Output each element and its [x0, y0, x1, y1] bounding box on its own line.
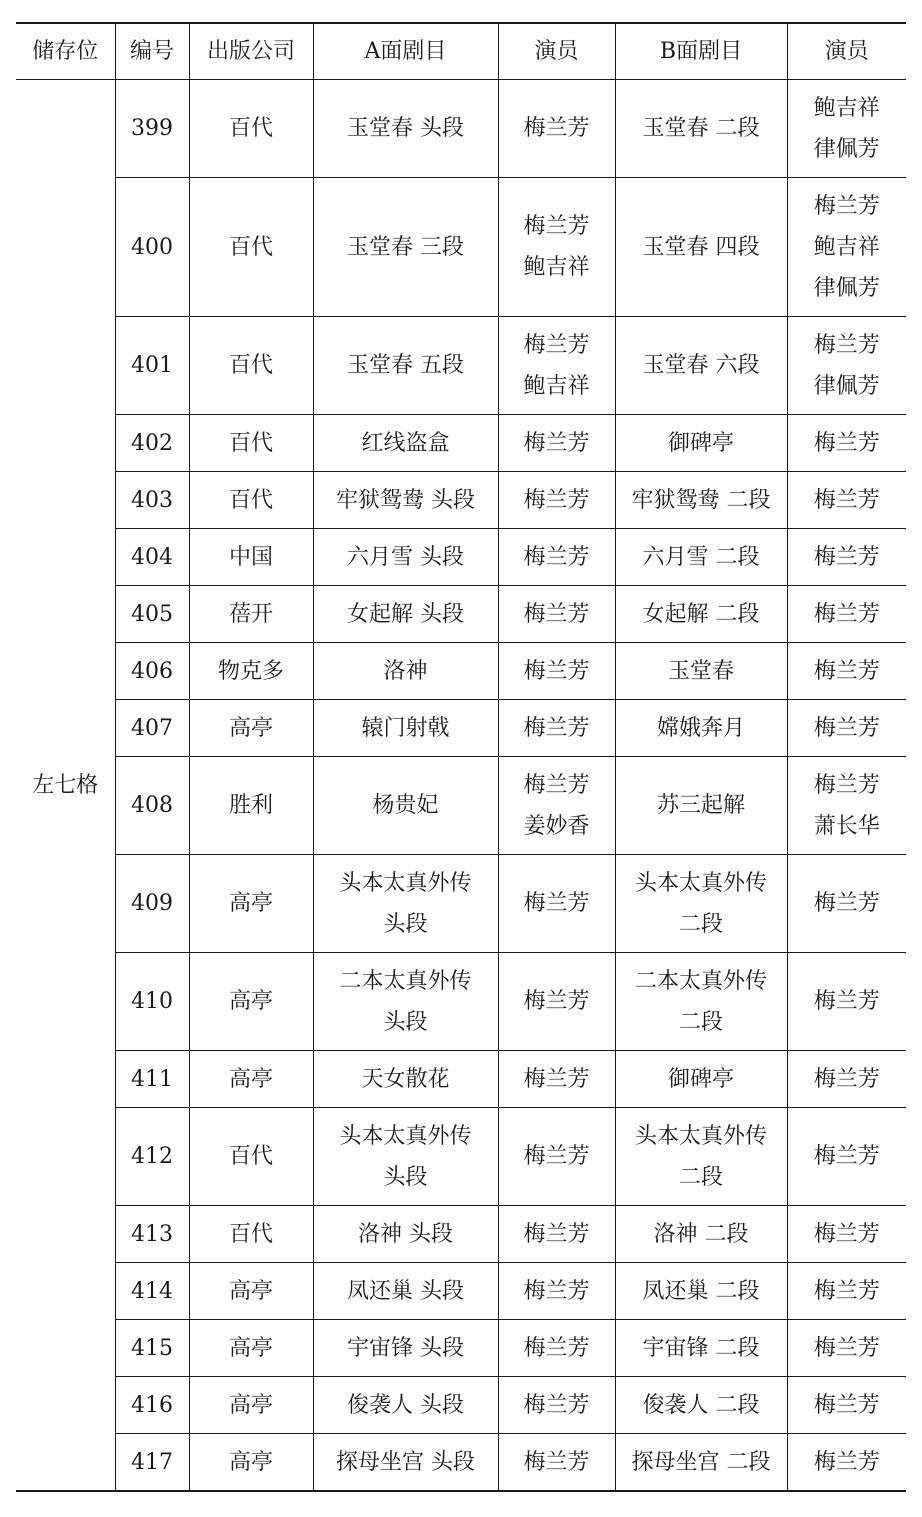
side-b-title-cell: 俊袭人 二段: [615, 1377, 787, 1434]
side-a-actor-cell: 梅兰芳: [498, 1051, 615, 1108]
side-b-title-cell: 六月雪 二段: [615, 529, 787, 586]
company-cell: 胜利: [189, 757, 313, 855]
side-b-actor-cell: 梅兰芳: [787, 1434, 906, 1492]
record-number-cell: 399: [115, 80, 189, 178]
side-a-title-cell: 头本太真外传 头段: [313, 855, 498, 953]
side-b-title-cell: 御碑亭: [615, 415, 787, 472]
company-cell: 高亭: [189, 700, 313, 757]
side-b-actor-cell: 梅兰芳: [787, 1263, 906, 1320]
side-b-title-cell: 女起解 二段: [615, 586, 787, 643]
table-row: [16, 643, 906, 700]
side-b-actor-cell: 鲍吉祥 律佩芳: [787, 80, 906, 178]
side-a-actor-cell: 梅兰芳: [498, 1108, 615, 1206]
table-row: [16, 1206, 906, 1263]
side-b-actor-cell: 梅兰芳: [787, 1377, 906, 1434]
side-a-title-cell: 宇宙锋 头段: [313, 1320, 498, 1377]
side-b-actor-cell: 梅兰芳: [787, 1108, 906, 1206]
side-a-title-cell: 牢狱鸳鸯 头段: [313, 472, 498, 529]
company-cell: 高亭: [189, 953, 313, 1051]
table-row: [16, 953, 906, 1051]
table-row: [16, 1434, 906, 1492]
side-a-title-cell: 玉堂春 五段: [313, 317, 498, 415]
side-a-actor-cell: 梅兰芳: [498, 586, 615, 643]
side-a-title-cell: 二本太真外传 头段: [313, 953, 498, 1051]
record-number-cell: 416: [115, 1377, 189, 1434]
side-b-actor-cell: 梅兰芳: [787, 1051, 906, 1108]
side-b-title-cell: 嫦娥奔月: [615, 700, 787, 757]
company-cell: 百代: [189, 1206, 313, 1263]
side-a-title-cell: 辕门射戟: [313, 700, 498, 757]
side-b-title-cell: 二本太真外传 二段: [615, 953, 787, 1051]
side-a-actor-cell: 梅兰芳: [498, 1434, 615, 1492]
record-number-cell: 408: [115, 757, 189, 855]
side-a-title-cell: 天女散花: [313, 1051, 498, 1108]
storage-location-cell: 左七格: [16, 80, 115, 1492]
table-row: [16, 1108, 906, 1206]
side-b-title-cell: 牢狱鸳鸯 二段: [615, 472, 787, 529]
record-number-cell: 411: [115, 1051, 189, 1108]
record-number-cell: 410: [115, 953, 189, 1051]
side-b-title-cell: 探母坐宫 二段: [615, 1434, 787, 1492]
record-number-cell: 406: [115, 643, 189, 700]
side-b-title-cell: 头本太真外传 二段: [615, 855, 787, 953]
side-b-title-cell: 玉堂春 六段: [615, 317, 787, 415]
table-row: [16, 529, 906, 586]
side-a-actor-cell: 梅兰芳 鲍吉祥: [498, 178, 615, 317]
record-number-cell: 412: [115, 1108, 189, 1206]
side-b-title-cell: 凤还巢 二段: [615, 1263, 787, 1320]
company-cell: 百代: [189, 317, 313, 415]
header-side-a-actor: 演员: [498, 23, 615, 80]
side-a-title-cell: 玉堂春 头段: [313, 80, 498, 178]
record-number-cell: 414: [115, 1263, 189, 1320]
table-row: [16, 757, 906, 855]
side-a-title-cell: 洛神: [313, 643, 498, 700]
table-row: [16, 80, 906, 178]
side-a-actor-cell: 梅兰芳 鲍吉祥: [498, 317, 615, 415]
header-row: [16, 23, 906, 80]
side-a-actor-cell: 梅兰芳: [498, 472, 615, 529]
table-row: [16, 472, 906, 529]
side-a-title-cell: 杨贵妃: [313, 757, 498, 855]
side-a-actor-cell: 梅兰芳: [498, 415, 615, 472]
side-a-title-cell: 头本太真外传 头段: [313, 1108, 498, 1206]
side-b-title-cell: 洛神 二段: [615, 1206, 787, 1263]
side-b-actor-cell: 梅兰芳 萧长华: [787, 757, 906, 855]
side-b-title-cell: 苏三起解: [615, 757, 787, 855]
table-row: [16, 855, 906, 953]
side-b-actor-cell: 梅兰芳: [787, 855, 906, 953]
side-b-title-cell: 宇宙锋 二段: [615, 1320, 787, 1377]
record-number-cell: 401: [115, 317, 189, 415]
side-a-actor-cell: 梅兰芳: [498, 529, 615, 586]
company-cell: 高亭: [189, 855, 313, 953]
table-row: [16, 178, 906, 317]
side-b-actor-cell: 梅兰芳: [787, 415, 906, 472]
table-row: [16, 1377, 906, 1434]
side-a-title-cell: 红线盗盒: [313, 415, 498, 472]
side-a-actor-cell: 梅兰芳: [498, 855, 615, 953]
side-b-actor-cell: 梅兰芳: [787, 1320, 906, 1377]
side-b-actor-cell: 梅兰芳: [787, 586, 906, 643]
company-cell: 百代: [189, 1108, 313, 1206]
side-a-title-cell: 玉堂春 三段: [313, 178, 498, 317]
side-a-title-cell: 女起解 头段: [313, 586, 498, 643]
header-company: 出版公司: [189, 23, 313, 80]
company-cell: 百代: [189, 178, 313, 317]
record-number-cell: 403: [115, 472, 189, 529]
side-b-actor-cell: 梅兰芳: [787, 953, 906, 1051]
header-side-b-actor: 演员: [787, 23, 906, 80]
company-cell: 百代: [189, 80, 313, 178]
company-cell: 高亭: [189, 1320, 313, 1377]
table-row: [16, 415, 906, 472]
side-a-actor-cell: 梅兰芳: [498, 700, 615, 757]
side-b-actor-cell: 梅兰芳 律佩芳: [787, 317, 906, 415]
record-number-cell: 417: [115, 1434, 189, 1492]
side-b-actor-cell: 梅兰芳: [787, 472, 906, 529]
side-a-title-cell: 六月雪 头段: [313, 529, 498, 586]
company-cell: 高亭: [189, 1051, 313, 1108]
record-catalog-table: [16, 22, 906, 1492]
side-a-actor-cell: 梅兰芳: [498, 80, 615, 178]
side-a-actor-cell: 梅兰芳 姜妙香: [498, 757, 615, 855]
header-number: 编号: [115, 23, 189, 80]
side-a-actor-cell: 梅兰芳: [498, 1320, 615, 1377]
record-number-cell: 409: [115, 855, 189, 953]
company-cell: 物克多: [189, 643, 313, 700]
side-b-title-cell: 玉堂春 四段: [615, 178, 787, 317]
record-number-cell: 405: [115, 586, 189, 643]
side-a-title-cell: 洛神 头段: [313, 1206, 498, 1263]
company-cell: 百代: [189, 472, 313, 529]
company-cell: 高亭: [189, 1434, 313, 1492]
table-row: [16, 586, 906, 643]
company-cell: 百代: [189, 415, 313, 472]
table-row: [16, 1263, 906, 1320]
side-b-actor-cell: 梅兰芳: [787, 643, 906, 700]
header-side-a-title: A面剧目: [313, 23, 498, 80]
record-number-cell: 407: [115, 700, 189, 757]
side-b-title-cell: 头本太真外传 二段: [615, 1108, 787, 1206]
side-a-actor-cell: 梅兰芳: [498, 1377, 615, 1434]
side-a-actor-cell: 梅兰芳: [498, 643, 615, 700]
record-number-cell: 404: [115, 529, 189, 586]
company-cell: 蓓开: [189, 586, 313, 643]
side-b-actor-cell: 梅兰芳: [787, 700, 906, 757]
table-row: [16, 1320, 906, 1377]
side-a-actor-cell: 梅兰芳: [498, 1263, 615, 1320]
side-b-title-cell: 玉堂春 二段: [615, 80, 787, 178]
header-side-b-title: B面剧目: [615, 23, 787, 80]
company-cell: 中国: [189, 529, 313, 586]
side-a-title-cell: 探母坐宫 头段: [313, 1434, 498, 1492]
side-a-title-cell: 凤还巢 头段: [313, 1263, 498, 1320]
table-row: [16, 1051, 906, 1108]
record-number-cell: 415: [115, 1320, 189, 1377]
header-storage: 储存位: [16, 23, 115, 80]
table-row: [16, 700, 906, 757]
side-b-actor-cell: 梅兰芳: [787, 529, 906, 586]
side-b-actor-cell: 梅兰芳: [787, 1206, 906, 1263]
record-number-cell: 402: [115, 415, 189, 472]
company-cell: 高亭: [189, 1263, 313, 1320]
side-b-title-cell: 玉堂春: [615, 643, 787, 700]
company-cell: 高亭: [189, 1377, 313, 1434]
side-b-actor-cell: 梅兰芳 鲍吉祥 律佩芳: [787, 178, 906, 317]
side-b-title-cell: 御碑亭: [615, 1051, 787, 1108]
side-a-actor-cell: 梅兰芳: [498, 1206, 615, 1263]
side-a-title-cell: 俊袭人 头段: [313, 1377, 498, 1434]
record-number-cell: 413: [115, 1206, 189, 1263]
side-a-actor-cell: 梅兰芳: [498, 953, 615, 1051]
table-row: [16, 317, 906, 415]
record-number-cell: 400: [115, 178, 189, 317]
